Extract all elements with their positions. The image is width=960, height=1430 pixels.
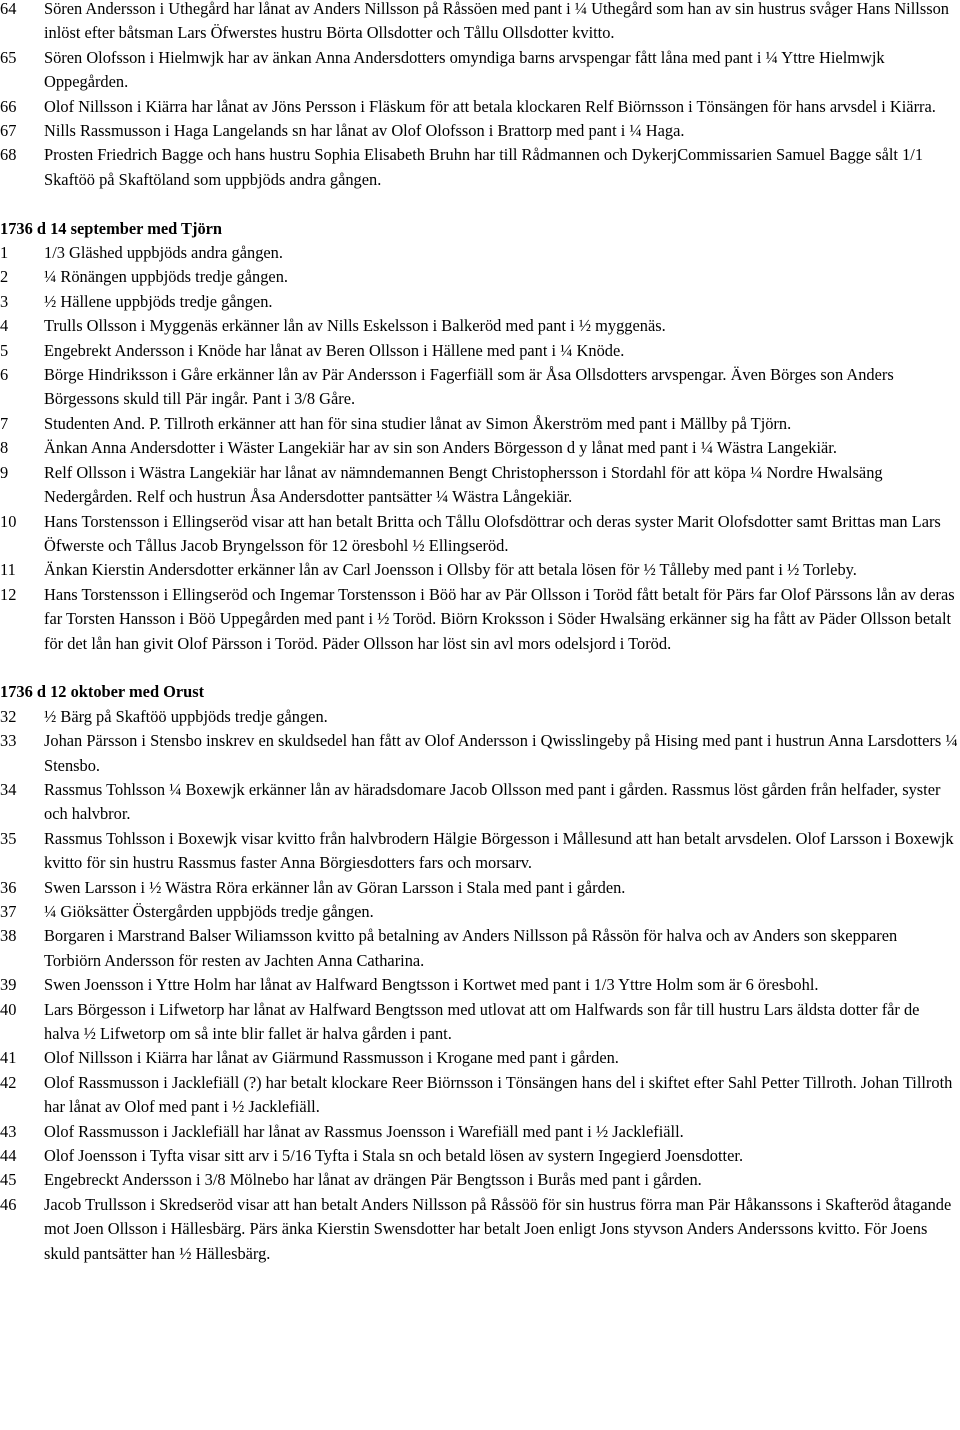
record-entry	[0, 1193, 960, 1266]
record-number: 68	[0, 145, 17, 165]
record-text: 1/3 Gläshed uppbjöds andra gången.	[44, 243, 283, 263]
record-text: ¼ Giöksätter Östergården uppbjöds tredje gången.	[44, 902, 374, 921]
record-text: Nills Rassmusson i Haga Langelands sn har lånat av Olof Olofsson i Brattorp med pant i ¼ Haga.	[44, 121, 685, 141]
record-number: 39	[0, 975, 17, 995]
record-number: 12	[0, 584, 17, 604]
record-number: 36	[0, 877, 17, 897]
entry-list-1	[0, 0, 960, 192]
record-number: 4	[0, 316, 9, 336]
record-text: Olof Nillsson i Kiärra har lånat av Giärmund Rassmusson i Krogane med pant i gården.	[44, 1048, 619, 1068]
record-entry	[0, 241, 960, 265]
record-text: Hans Torstensson i Ellingseröd och Ingemar Torstensson i Böö har av Pär Ollsson i Toröd fått betalt för Pärs far Olof Pärssons lån av deras far Torsten Hansson i Böö Uppegården med pant i ½ Toröd. Biörn Kroksson i Söder Hwalsäng erkänner sig ha fått av Päder Ollsson betalt för det lån han givit Olof Pärsson i Toröd. Päder Ollsson har löst sin avl mors odelsjord i Toröd.	[44, 584, 955, 653]
record-text: Änkan Kierstin Andersdotter erkänner lån av Carl Joensson i Ollsby för att betala lösen för ½ Tålleby med pant i ½ Torleby.	[44, 560, 857, 580]
record-text: Olof Nillsson i Kiärra har lånat av Jöns Persson i Fläskum för att betala klockaren Relf Biörnsson i Tönsängen för hans arvsdel i Kiärra.	[44, 96, 936, 116]
record-entry	[0, 95, 960, 119]
record-text: Olof Rassmusson i Jacklefiäll har lånat av Rassmus Joensson i Warefiäll med pant i ½ Jacklefiäll.	[44, 1121, 684, 1141]
record-entry	[0, 705, 960, 729]
record-number: 67	[0, 121, 17, 141]
record-entry	[0, 510, 960, 559]
record-entry	[0, 339, 960, 363]
record-entry	[0, 778, 960, 827]
section-heading-orust: 1736 d 12 oktober med Orust	[0, 682, 205, 702]
record-text: Olof Rassmusson i Jacklefiäll (?) har betalt klockare Reer Biörnsson i Tönsängen hans del i skiftet efter Sahl Petter Tillroth. Johan Tillroth har lånat av Olof med pant i ½ Jacklefiäll.	[44, 1072, 953, 1117]
record-text: ½ Bärg på Skaftöö uppbjöds tredje gången.	[44, 706, 328, 726]
record-text: Börge Hindriksson i Gåre erkänner lån av Pär Andersson i Fagerfiäll som är Åsa Ollsdotters arvspengar. Även Börges son Anders Börgessons skuld till Pär ingår. Pant i 3/8 Gåre.	[44, 365, 894, 409]
record-number: 46	[0, 1194, 17, 1214]
record-text: Relf Ollsson i Wästra Langekiär har lånat av nämndemannen Bengt Christophersson i Stordahl för att köpa ¼ Nordre Hwalsäng Nedergården. Relf och hustrun Åsa Andersdotter pantsätter ¼ Wästra Långekiär.	[44, 462, 883, 507]
record-text: Johan Pärsson i Stensbo inskrev en skuldsedel han fått av Olof Andersson i Qwisslingeby på Hising med pant i hustrun Anna Larsdotters ¼ Stensbo.	[44, 731, 958, 775]
record-text: Swen Joensson i Yttre Holm har lånat av Halfward Bengtsson i Kortwet med pant i 1/3 Yttre Holm som är 6 öresbohl.	[44, 975, 819, 995]
record-entry	[0, 900, 960, 924]
record-number: 44	[0, 1146, 17, 1166]
record-text: Jacob Trullsson i Skredseröd visar att han betalt Anders Nillsson på Råssöö för sin hustrus förra man Pär Håkanssons i Skafteröd åtagande mot Joen Ollsson i Hällesbärg. Pärs änka Kierstin Swensdotter har betalt Joen enligt Jons styvson Anders Anderssons kvitto. För Joens skuld pantsätter han ½ Hällesbärg.	[44, 1194, 952, 1263]
record-number: 41	[0, 1048, 17, 1068]
record-number: 2	[0, 267, 9, 287]
record-text: Prosten Friedrich Bagge och hans hustru Sophia Elisabeth Bruhn har till Rådmannen och DykerjCommissarien Samuel Bagge sålt 1/1 Skaftöö på Skaftöland som uppbjöds andra gången.	[44, 145, 924, 189]
record-text: Engebrekt Andersson i Knöde har lånat av Beren Ollsson i Hällene med pant i ¼ Knöde.	[44, 340, 625, 360]
record-text: Engebreckt Andersson i 3/8 Mölnebo har lånat av drängen Pär Bengtsson i Burås med pant i gården.	[44, 1170, 702, 1190]
record-entry	[0, 46, 960, 95]
entry-list-2	[0, 241, 960, 656]
record-entry	[0, 998, 960, 1047]
record-text: Sören Olofsson i Hielmwjk har av änkan Anna Andersdotters omyndiga barns arvspengar fått låna med pant i ¼ Yttre Hielmwjk Oppegården.	[44, 47, 885, 92]
record-text: Änkan Anna Andersdotter i Wäster Langekiär har av sin son Anders Börgesson d y lånat med pant i ¼ Wästra Langekiär.	[44, 438, 837, 458]
record-entry	[0, 119, 960, 143]
record-entry	[0, 583, 960, 656]
record-number: 32	[0, 706, 17, 726]
entry-list-3	[0, 705, 960, 1266]
record-number: 11	[0, 560, 16, 580]
record-entry	[0, 973, 960, 997]
record-number: 9	[0, 462, 9, 482]
record-entry	[0, 1071, 960, 1120]
record-number: 38	[0, 926, 17, 946]
record-entry	[0, 729, 960, 778]
record-text: Studenten And. P. Tillroth erkänner att han för sina studier lånat av Simon Åkerström med pant i Mällby på Tjörn.	[44, 413, 792, 433]
record-entry	[0, 876, 960, 900]
record-entry	[0, 363, 960, 412]
record-number: 43	[0, 1121, 17, 1141]
record-number: 42	[0, 1072, 17, 1092]
record-number: 8	[0, 438, 9, 458]
section-heading-tjorn: 1736 d 14 september med Tjörn	[0, 218, 223, 238]
record-text: Sören Andersson i Uthegård har lånat av Anders Nillsson på Råssöen med pant i ¼ Uthegård som han av sin hustrus svåger Hans Nillsson inlöst efter båtsman Lars Öfwerstes hustru Börta Ollsdotter och Tållu Ollsdotter kvitto.	[44, 0, 949, 43]
section-spacer	[0, 656, 960, 680]
record-text: ½ Hällene uppbjöds tredje gången.	[44, 291, 273, 311]
record-entry	[0, 827, 960, 876]
record-text: Olof Joensson i Tyfta visar sitt arv i 5/16 Tyfta i Stala sn och betald lösen av systern Ingegierd Joensdotter.	[44, 1146, 744, 1166]
record-number: 34	[0, 779, 17, 799]
record-text: Swen Larsson i ½ Wästra Röra erkänner lån av Göran Larsson i Stala med pant i gården.	[44, 877, 626, 897]
record-entry	[0, 314, 960, 338]
record-number: 5	[0, 340, 9, 360]
record-entry	[0, 436, 960, 460]
record-number: 6	[0, 365, 9, 385]
record-entry	[0, 1144, 960, 1168]
record-number: 40	[0, 999, 17, 1019]
record-number: 1	[0, 243, 9, 263]
record-text: Rassmus Tohlsson ¼ Boxewjk erkänner lån av häradsdomare Jacob Ollsson med pant i gården. Rassmus löst gården från helfader, syster och halvbror.	[44, 779, 941, 824]
record-text: Rassmus Tohlsson i Boxewjk visar kvitto från halvbrodern Hälgie Börgesson i Mållesund att han betalt arvsdelen. Olof Larsson i Boxewjk kvitto för sin hustru Rassmus faster Anna Börgiesdotters fars och morsarv.	[44, 828, 954, 873]
record-entry	[0, 558, 960, 582]
record-text: Borgaren i Marstrand Balser Wiliamsson kvitto på betalning av Anders Nillsson på Råssön för halva och av Anders son skepparen Torbiörn Andersson för resten av Jachten Anna Catharina.	[44, 926, 898, 970]
record-number: 33	[0, 731, 17, 751]
record-entry	[0, 0, 960, 46]
record-number: 3	[0, 291, 9, 311]
section-spacer	[0, 192, 960, 216]
record-text: Hans Torstensson i Ellingseröd visar att han betalt Britta och Tållu Olofsdöttrar och deras syster Marit Olofsdotter samt Brittas man Lars Öfwerste och Tållus Jacob Bryngelsson för 12 öresbohl ½ Ellingseröd.	[44, 511, 941, 555]
record-text: Trulls Ollsson i Myggenäs erkänner lån av Nills Eskelsson i Balkeröd med pant i ½ myggenäs.	[44, 316, 666, 336]
record-entry	[0, 461, 960, 510]
record-number: 65	[0, 47, 17, 67]
record-number: 37	[0, 902, 17, 921]
record-text: Lars Börgesson i Lifwetorp har lånat av Halfward Bengtsson med utlovat att om Halfwards son får till hustru Lars äldsta dotter får de halva ½ Lifwetorp om så inte blir fallet är halva gården i pant.	[44, 999, 920, 1044]
record-number: 64	[0, 0, 17, 18]
record-entry	[0, 1168, 960, 1192]
record-entry	[0, 290, 960, 314]
record-number: 7	[0, 413, 9, 433]
record-entry	[0, 924, 960, 973]
record-entry	[0, 143, 960, 192]
record-text: ¼ Rönängen uppbjöds tredje gången.	[44, 267, 288, 287]
record-entry	[0, 1120, 960, 1144]
record-entry	[0, 1046, 960, 1070]
record-number: 35	[0, 828, 17, 848]
record-number: 66	[0, 96, 17, 116]
record-number: 10	[0, 511, 17, 531]
record-entry	[0, 265, 960, 289]
record-number: 45	[0, 1170, 17, 1190]
record-entry	[0, 412, 960, 436]
